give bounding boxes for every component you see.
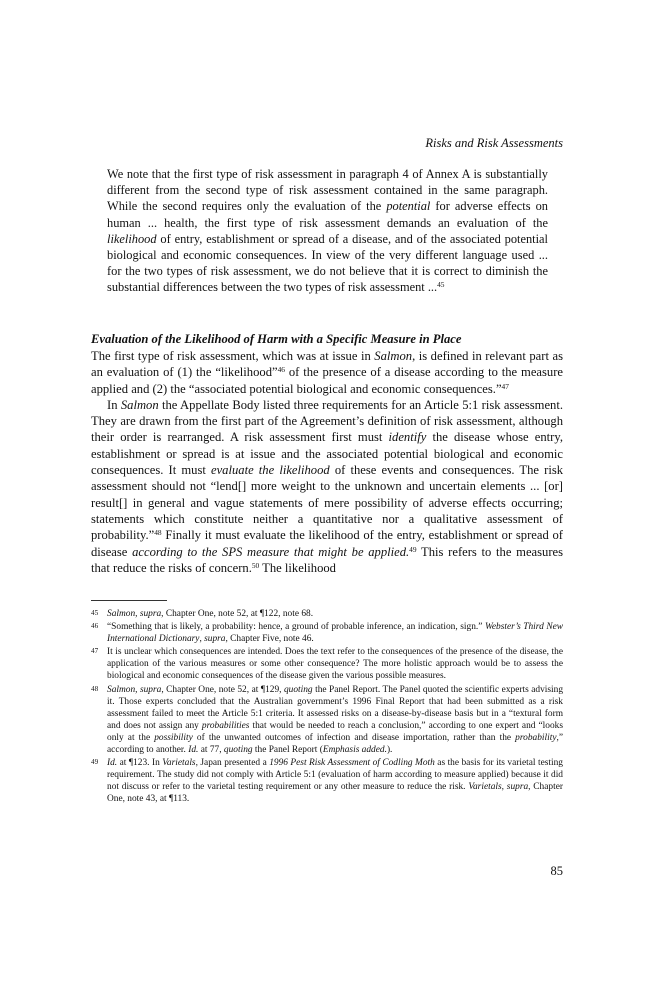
footnote-ref-49[interactable]: 49	[409, 544, 417, 554]
footnote-number: 49	[91, 758, 99, 767]
footnote-ref-47[interactable]: 47	[501, 381, 509, 391]
paragraph-1: The first type of risk assessment, which was at issue in Salmon, is defined in relevant part as an evaluation of (1) the “likelihood”$^{46}$ of the presence of a disease according to the measure applied and (2) the “associated potential biological and economic consequences.”$^{47}$	[91, 349, 563, 396]
footnote-ref-46[interactable]: 46	[277, 365, 285, 375]
page-number: 85	[550, 864, 563, 878]
footnote-number: 47	[91, 647, 99, 656]
footnote-divider	[91, 600, 167, 601]
footnote-ref-45[interactable]: 45	[437, 280, 445, 290]
footnote-47: 47 It is unclear which consequences are intended. Does the text refer to the consequences of the presence of the disease, the application of the various measures or some other consequence? The more holistic approach would be to assess the biological and economic consequences of the disease given the various possible measures.	[91, 647, 563, 682]
footnotes	[91, 608, 563, 807]
footnote-49: 49 Id. at ¶123. In Varietals, Japan presented a 1996 Pest Risk Assessment of Codling Moth as the basis for its varietal testing requirement. The study did not comply with Article 5:1 (evaluation of harm according to measure applied) because it did not discuss or refer to the varietal testing requirement or any other measure to reduce the risk. Varietals, supra, Chapter One, note 43, at ¶113.	[91, 758, 563, 805]
body-text	[91, 348, 563, 576]
paragraph-2: In Salmon the Appellate Body listed three requirements for an Article 5:1 risk assessment. They are drawn from the first part of the Agreement’s definition of risk assessment, although their order is rearranged. A risk assessment first must identify the disease whose entry, establishment or spread is at issue and the associated potential biological and economic consequences. It must evaluate the likelihood of these events and consequences. The risk assessment should not “lend[] more weight to the unknown and uncertain elements ... [or] result[] in general and vague statements of mere possibility of adverse effects occurring; statements which constitute neither a quantitative nor a qualitative assessment of probability.”$^{48}$ Finally it must evaluate the likelihood of the entry, establishment or spread of disease according to the SPS measure that might be applied.$^{49}$ This refers to the measures that reduce the risks of concern.$^{50}$ The likelihood	[91, 397, 564, 575]
footnote-number: 45	[91, 609, 99, 617]
section-heading: Evaluation of the Likelihood of Harm with a Specific Measure in Place	[91, 332, 462, 346]
footnote-number: 48	[91, 684, 99, 693]
footnote-ref-50[interactable]: 50	[251, 560, 260, 570]
footnote-number: 46	[91, 622, 99, 631]
footnote-ref-48[interactable]: 48	[154, 528, 162, 538]
block-quote: We note that the first type of risk assessment in paragraph 4 of Annex A is substantially different from the second type of risk assessment contained in the same paragraph. While the second requires only the evaluation of the potential for adverse effects on human ... health, the first type of risk assessment demands an evaluation of the likelihood of entry, establishment or spread of a disease, and of the associated potential biological and economic consequences. In view of the very different language used ... for the two types of risk assessment, we do not believe that it is correct to diminish the substantial differences between the two types of risk assessment ...$^{45}$	[107, 167, 548, 295]
footnote-48: 48 Salmon, supra, Chapter One, note 52, at ¶129, quoting the Panel Report. The Panel quoted the scientific experts advising it. Those experts concluded that the Australian government’s 1996 Final Report that had been submitted as a risk assessment failed to meet the Article 5:1 criteria. It assessed risks on a disease-by-disease basis but in a “textural form and does not assign any probabilities that would be needed to reach a conclusion,” according to one expert and “looks only at the possibility of the unwanted outcomes of infection and disease importation, rather than the probability,” according to another. Id. at 77, quoting the Panel Report (Emphasis added.).	[91, 684, 564, 756]
running-head: Risks and Risk Assessments	[425, 136, 563, 150]
footnote-46: 46 “Something that is likely, a probability: hence, a ground of probable inference, an indication, sign.” Webster’s Third New International Dictionary, supra, Chapter Five, note 46.	[91, 622, 563, 645]
footnote-45: 45 Salmon, supra, Chapter One, note 52, at ¶122, note 68.	[91, 609, 314, 619]
